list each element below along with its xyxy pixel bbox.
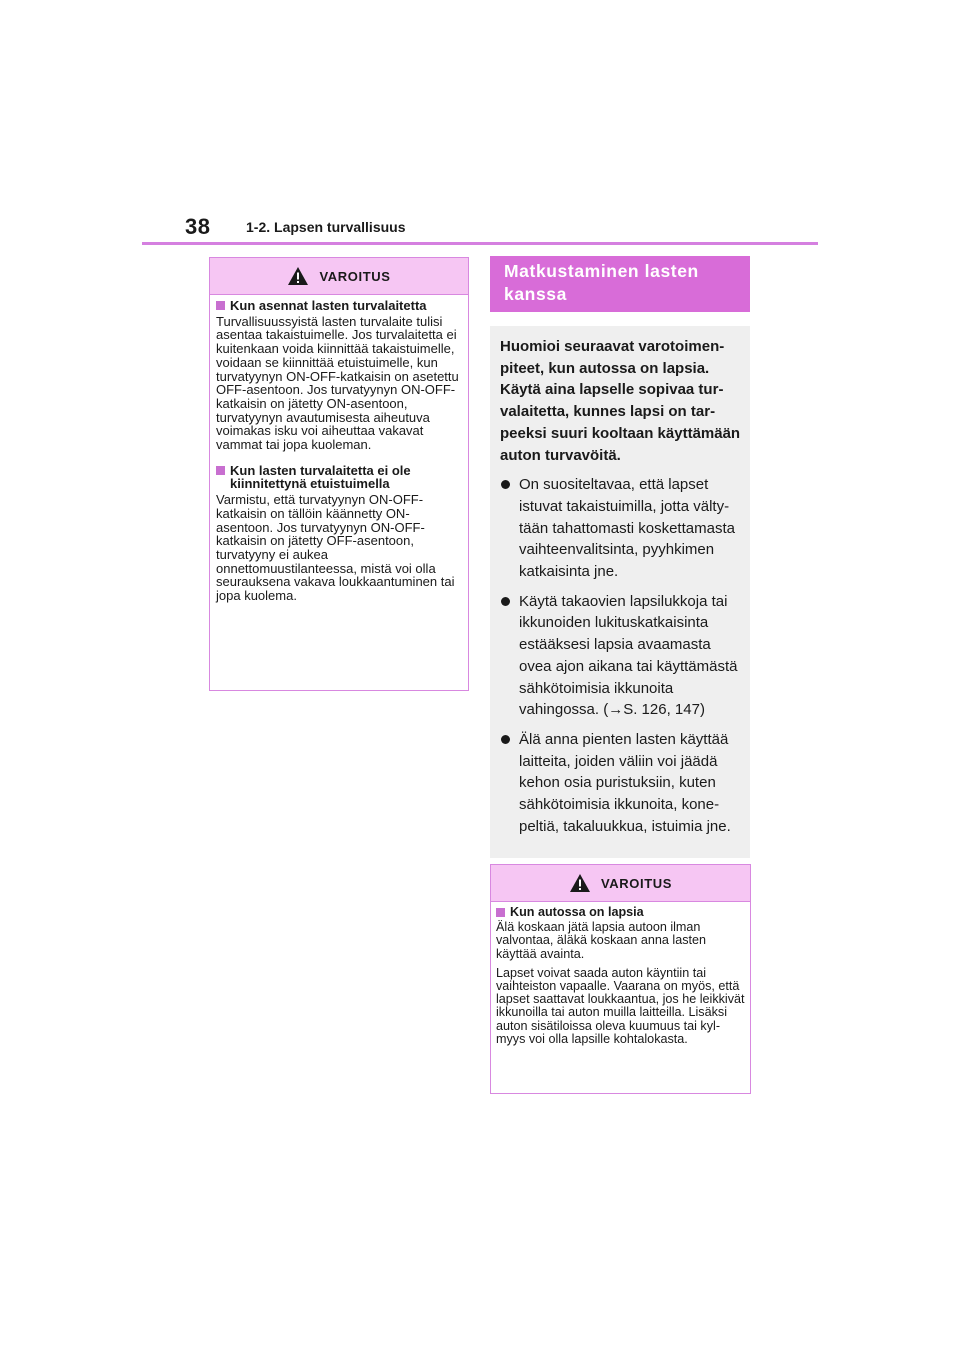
header-rule xyxy=(142,242,818,245)
warning-heading: Kun asennat lasten turvalaitetta xyxy=(216,299,462,313)
warning-header xyxy=(210,258,468,295)
info-box xyxy=(490,326,750,858)
warning-header xyxy=(491,865,750,902)
bullet-dot-icon xyxy=(501,480,510,489)
warning-title: VAROITUS xyxy=(319,268,391,284)
warning-text: Lapset voivat saada auton käyntiin tai vaihteiston vapaalle. Vaarana on myös, että lapset saattavat loukkaantua, jos he leikkivät ikkunoilla tai auton muilla laitteilla. Lisäksi auton sisätiloissa oleva kuumuus tai kylmyys voi olla lapsille kohtalokasta. xyxy=(496,965,745,1046)
bullet-dot-icon xyxy=(501,597,510,606)
page-number: 38 xyxy=(185,214,211,239)
topic-title: Matkustaminen lasten kanssa xyxy=(490,256,750,312)
square-bullet-icon xyxy=(216,466,225,475)
section-title: 1-2. Lapsen turvallisuus xyxy=(246,219,406,235)
warning-triangle-icon xyxy=(569,873,591,893)
intro-text: Huomioi seuraavat varotoimenpiteet, kun autossa on lapsia. Käytä aina lapselle sopivaa turvalaitetta, kunnes lapsi on tarpeeksi suuri kooltaan käyttämään auton turvavöitä. xyxy=(500,338,741,464)
list-item: Käytä takaovien lapsilukkoja tai ikkunoiden lukituskatkaisinta estääksesi lapsia avaamasta ovea ajon aikana tai käyttämästä sähkötoimisia ikkunoita vahingossa. (→S. 126, 147) xyxy=(500,591,746,721)
warning-title: VAROITUS xyxy=(600,875,672,891)
warning-triangle-icon xyxy=(287,266,309,286)
warning-text: Älä koskaan jätä lapsia autoon ilman valvontaa, äläkä koskaan anna lasten käyttää avainta. xyxy=(496,920,707,961)
warning-text: Turvallisuussyistä lasten turvalaite tulisi asentaa takaistuimelle. Jos turvalaitetta ei kuitenkaan voida kiinnittää takaistuimelle, voidaan se kiinnittää etuistuimelle, kun turvatyynyn ON-OFF-katkaisin on asetettu OFF-asentoon. Jos turvatyynyn ON-OFF-katkaisin on jätetty ON-asentoon, turvatyynyn avautumisesta aiheutuva voimakas isku voi aiheuttaa vakavat vammat tai jopa kuoleman. xyxy=(216,313,459,453)
warning-box-children-in-car xyxy=(490,864,751,1094)
bullet-dot-icon xyxy=(501,735,510,744)
square-bullet-icon xyxy=(496,908,505,917)
warning-box-child-seat xyxy=(209,257,469,691)
warning-heading: Kun lasten turvalaitetta ei ole kiinnitettynä etuistuimella xyxy=(216,464,462,491)
warning-text: Varmistu, että turvatyynyn ON-OFF-katkaisin on tällöin käännetty ON-asentoon. Jos turvatyynyn ON-OFF-katkaisin on jätetty OFF-asentoon, turvatyyny ei aukea onnettomuustilanteessa, mistä voi olla seurauksena vakava loukkaantuminen tai jopa kuolema. xyxy=(216,492,455,604)
list-item: On suositeltavaa, että lapset istuvat takaistuimilla, jotta vältytään tahattomasti koskettamasta vaihteenvalitsinta, pyyhkimen katkaisinta jne. xyxy=(500,474,746,583)
list-item: Älä anna pienten lasten käyttää laitteita, joiden väliin voi jäädä kehon osia puristuksiin, kuten sähkötoimisia ikkunoita, konepeltiä, takaluukkua, istuimia jne. xyxy=(500,729,746,838)
square-bullet-icon xyxy=(216,301,225,310)
warning-heading: Kun autossa on lapsia xyxy=(496,906,745,919)
